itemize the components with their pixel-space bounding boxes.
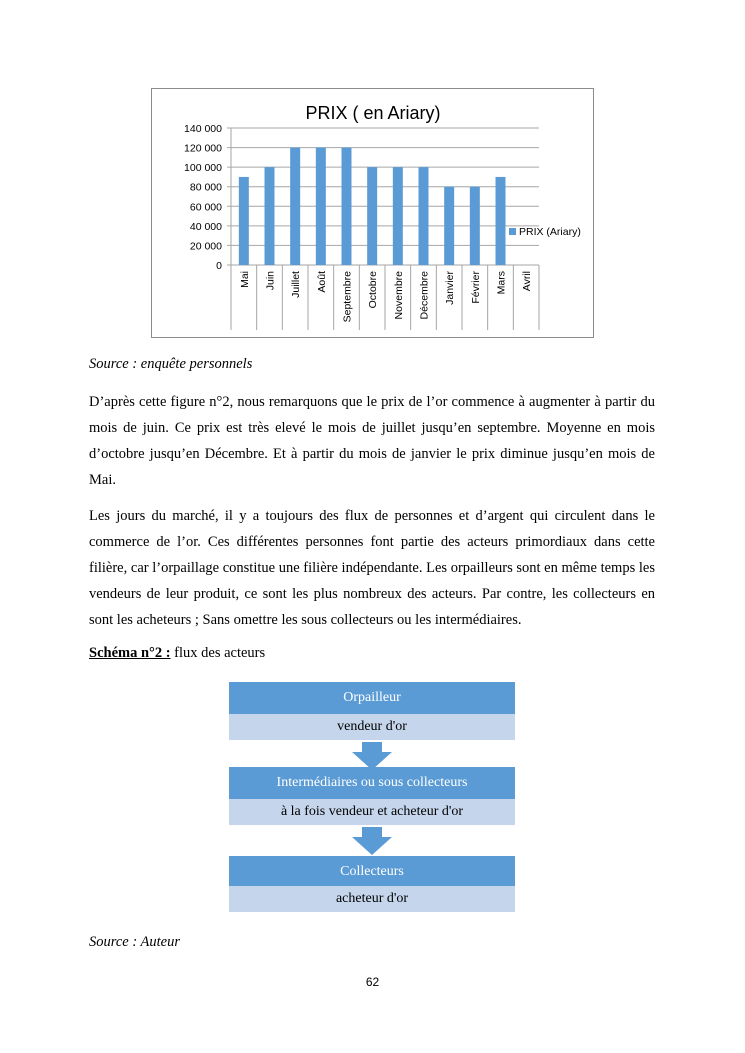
flow-step-collecteurs-role: acheteur d'or bbox=[229, 886, 515, 912]
x-tick-label: Octobre bbox=[367, 271, 380, 309]
x-tick-label: Juin bbox=[264, 271, 277, 291]
y-tick-label: 20 000 bbox=[189, 240, 222, 253]
y-tick-label: 140 000 bbox=[184, 123, 222, 135]
x-tick-label: Décembre bbox=[418, 271, 431, 320]
y-tick-label: 120 000 bbox=[184, 142, 222, 155]
flow-step-orpailleur-title: Orpailleur bbox=[229, 682, 515, 714]
x-tick-label: Août bbox=[315, 271, 328, 293]
bar-février bbox=[470, 187, 480, 265]
chart-source: Source : enquête personnels bbox=[89, 356, 253, 372]
bar-janvier bbox=[444, 187, 454, 265]
down-arrow-icon bbox=[352, 742, 392, 770]
flow-step-intermediaires-role: à la fois vendeur et acheteur d'or bbox=[229, 799, 515, 825]
bar-août bbox=[316, 148, 326, 265]
x-tick-label: Mai bbox=[238, 271, 251, 288]
flow-step-collecteurs-title: Collecteurs bbox=[229, 856, 515, 888]
flow-step-orpailleur-role: vendeur d'or bbox=[229, 714, 515, 740]
x-tick-label: Février bbox=[469, 271, 482, 304]
flow-step-intermediaires-title: Intermédiaires ou sous collecteurs bbox=[229, 767, 515, 799]
bar-décembre bbox=[419, 167, 429, 265]
x-tick-label: Septembre bbox=[341, 271, 354, 323]
paragraph-price-analysis: D’après cette figure n°2, nous remarquons que le prix de l’or commence à augmenter à partir du mois de juin. Ce prix est très elevé le mois de juillet jusqu’en septembre. Moyenne en mois d’octobre jusqu’en Décembre. Et à partir du mois de janvier le prix diminue jusqu’en mois de Mai. bbox=[89, 394, 655, 488]
price-chart bbox=[151, 88, 594, 338]
page-number: 62 bbox=[365, 975, 380, 989]
schema-label: Schéma n°2 : bbox=[89, 645, 171, 661]
x-tick-label: Novembre bbox=[392, 271, 405, 320]
down-arrow-icon bbox=[352, 827, 392, 855]
bar-juin bbox=[265, 167, 275, 265]
bar-mai bbox=[239, 177, 249, 265]
x-tick-label: Juillet bbox=[290, 271, 303, 298]
legend-swatch bbox=[509, 228, 516, 235]
bar-mars bbox=[496, 177, 506, 265]
schema-source: Source : Auteur bbox=[89, 934, 181, 950]
y-tick-label: 100 000 bbox=[184, 162, 222, 175]
bar-septembre bbox=[342, 148, 352, 265]
y-tick-label: 60 000 bbox=[189, 201, 222, 214]
bar-juillet bbox=[290, 148, 300, 265]
chart-title: PRIX ( en Ariary) bbox=[305, 103, 441, 123]
bar-octobre bbox=[367, 167, 377, 265]
x-tick-label: Janvier bbox=[444, 271, 457, 305]
schema-title bbox=[89, 645, 265, 662]
x-tick-label: Avril bbox=[521, 271, 534, 292]
y-tick-label: 0 bbox=[216, 260, 222, 272]
bar-novembre bbox=[393, 167, 403, 265]
y-tick-label: 40 000 bbox=[189, 220, 222, 233]
price-chart-svg bbox=[152, 89, 595, 339]
schema-caption: flux des acteurs bbox=[170, 645, 266, 661]
legend-label: PRIX (Ariary) bbox=[519, 226, 581, 238]
y-tick-label: 80 000 bbox=[189, 181, 222, 194]
x-tick-label: Mars bbox=[495, 271, 508, 295]
paragraph-market-actors: Les jours du marché, il y a toujours des flux de personnes et d’argent qui circulent dans le commerce de l’or. Ces différentes personnes font partie des acteurs primordiaux dans cette filière, car l’orpaillage constitue une filière indépendante. Les orpailleurs sont en même temps les vendeurs de leur produit, ce sont les plus nombreux des acteurs. Par contre, les collecteurs en sont les acheteurs ; Sans omettre les sous collecteurs ou les intermédiaires. bbox=[89, 508, 655, 628]
